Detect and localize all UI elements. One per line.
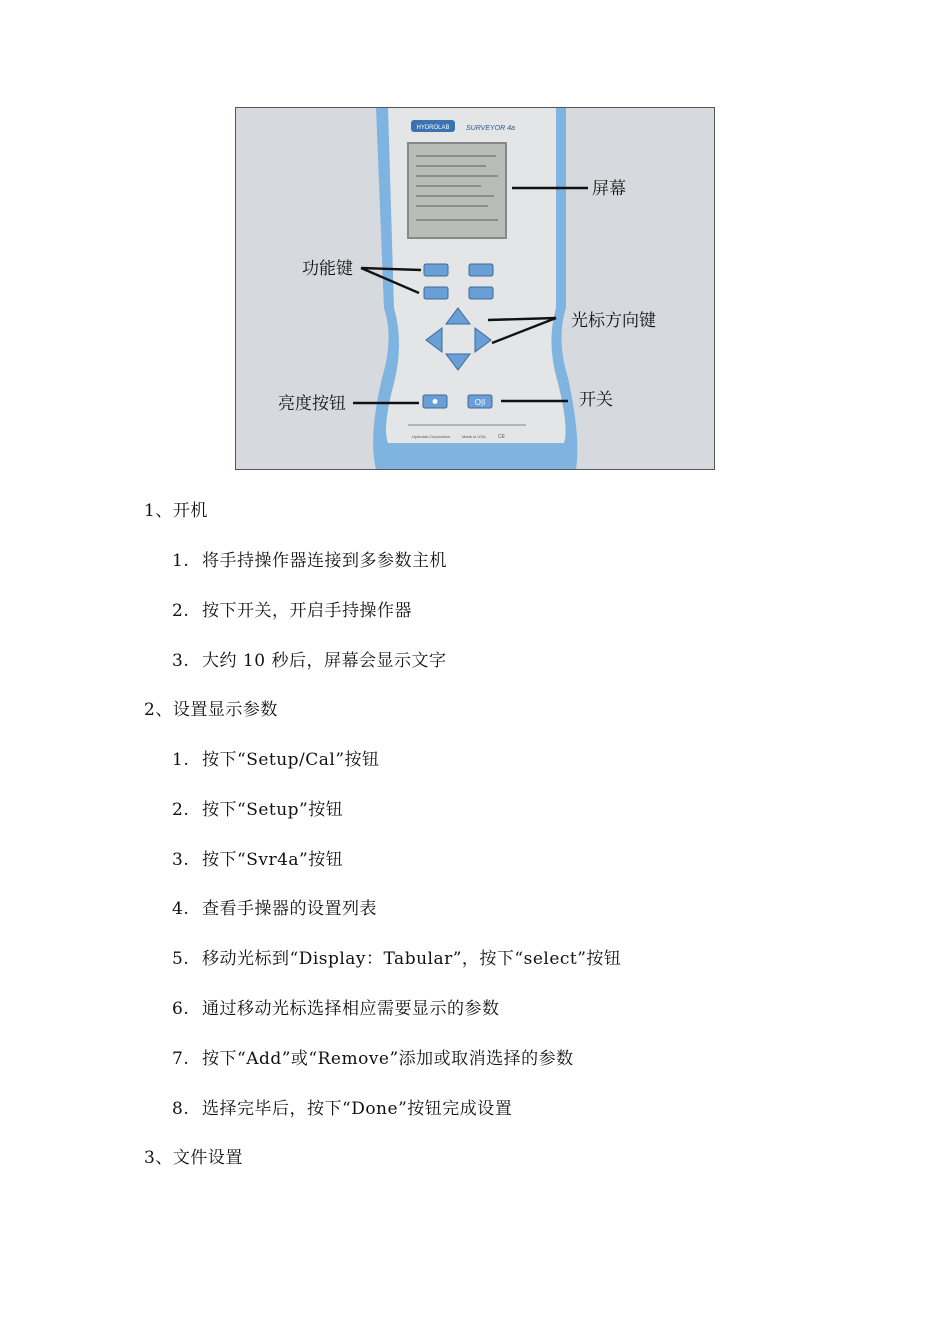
list-item [172, 795, 343, 820]
function-key-2[interactable] [469, 264, 493, 276]
list-item [172, 745, 380, 770]
list-item-number: 3. [172, 651, 190, 671]
brightness-icon [433, 399, 438, 404]
list-item-text: 查看手操器的设置列表 [202, 899, 377, 919]
brand-text: HYDROLAB [416, 125, 450, 131]
device-screen [408, 143, 506, 238]
list-item [172, 596, 412, 621]
list-item-number: 6. [172, 999, 190, 1019]
power-icon: O|I [474, 398, 486, 407]
label-function-keys: 功能键 [302, 259, 353, 278]
list-item-number: 3. [172, 850, 190, 870]
label-screen: 屏幕 [592, 179, 626, 198]
device-illustration [236, 108, 714, 469]
section-heading-3: 3、文件设置 [144, 1148, 243, 1168]
list-item-number: 5. [172, 949, 190, 969]
list-item [172, 546, 447, 571]
list-item-text: 按下开关，开启手持操作器 [202, 601, 412, 621]
list-item [172, 646, 446, 671]
list-item-text: 移动光标到“Display：Tabular”，按下“select”按钮 [202, 949, 622, 969]
label-cursor-keys: 光标方向键 [571, 311, 656, 330]
list-item [172, 1094, 512, 1119]
list-item-text: 选择完毕后，按下“Done”按钮完成设置 [202, 1099, 513, 1119]
list-item-text: 按下“Setup/Cal”按钮 [202, 750, 380, 770]
list-item-text: 按下“Svr4a”按钮 [202, 850, 344, 870]
list-item-number: 8. [172, 1099, 190, 1119]
label-brightness: 亮度按钮 [278, 394, 346, 413]
section-heading-2: 2、设置显示参数 [144, 700, 278, 720]
list-item-text: 按下“Add”或“Remove”添加或取消选择的参数 [202, 1049, 574, 1069]
list-item-number: 4. [172, 899, 190, 919]
list-item [172, 845, 343, 870]
function-key-1[interactable] [424, 264, 448, 276]
list-item-text: 将手持操作器连接到多参数主机 [202, 551, 447, 571]
section-heading-1: 1、开机 [144, 501, 208, 521]
label-power: 开关 [579, 390, 613, 409]
list-item [172, 894, 377, 919]
list-item-number: 1. [172, 750, 190, 770]
list-item-text: 大约 10 秒后，屏幕会显示文字 [202, 651, 447, 671]
list-item-text: 通过移动光标选择相应需要显示的参数 [202, 999, 500, 1019]
list-item-number: 2. [172, 800, 190, 820]
device-footer-right: CE [498, 434, 505, 440]
device-footer-mid: Made in USA [462, 434, 486, 439]
list-item [172, 944, 621, 969]
list-item [172, 1044, 574, 1069]
list-item-number: 2. [172, 601, 190, 621]
list-item-number: 7. [172, 1049, 190, 1069]
list-item-text: 按下“Setup”按钮 [202, 800, 344, 820]
model-text: SURVEYOR 4a [466, 125, 515, 132]
device-footer-left: Hydrolab Corporation [412, 434, 451, 439]
list-item [172, 994, 500, 1019]
function-key-3[interactable] [424, 287, 448, 299]
list-item-number: 1. [172, 551, 190, 571]
function-key-4[interactable] [469, 287, 493, 299]
device-photo [235, 107, 715, 470]
